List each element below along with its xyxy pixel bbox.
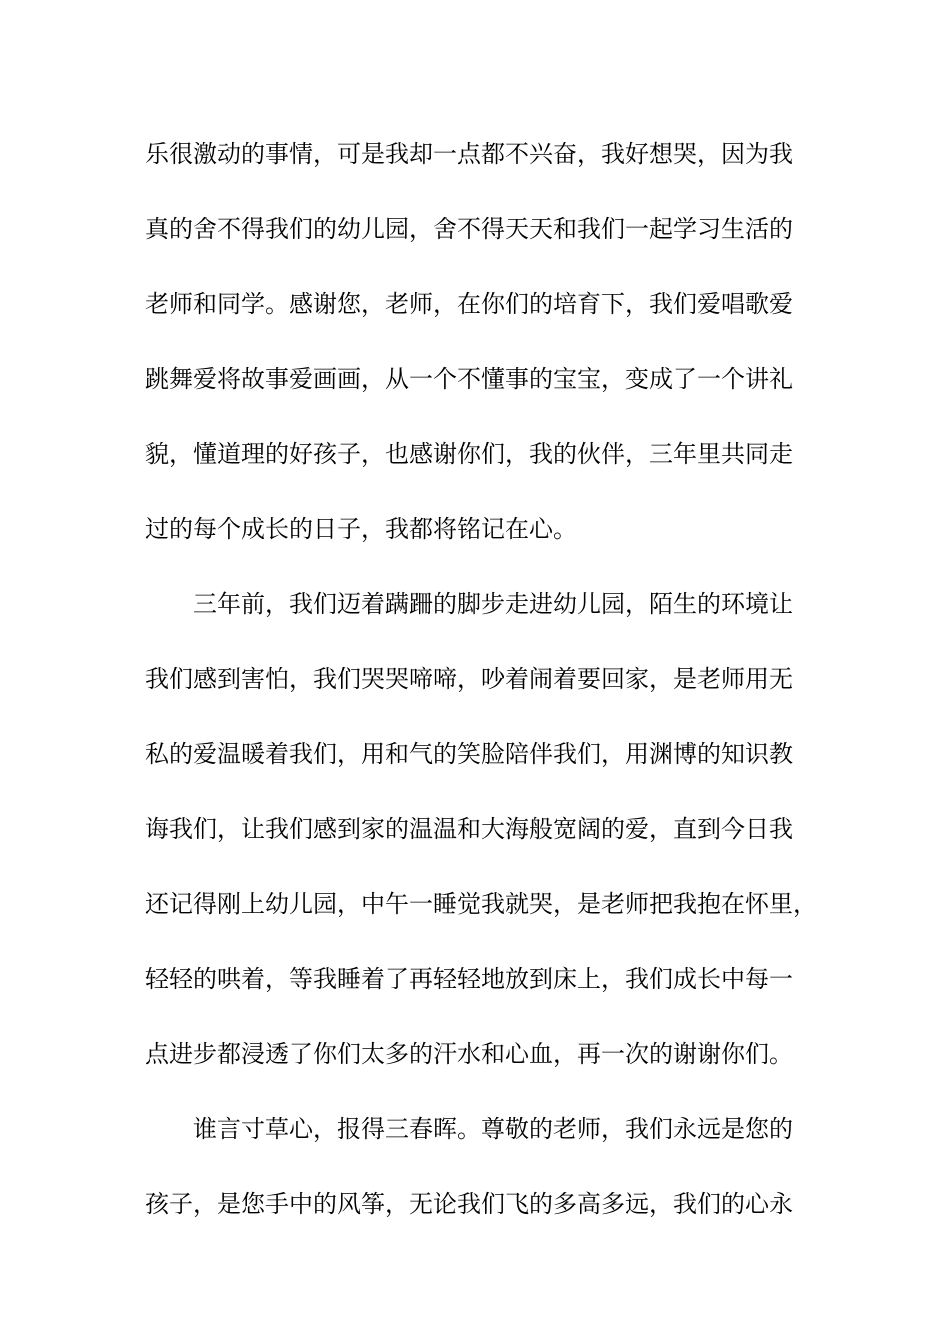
text-line: 诲我们，让我们感到家的温温和大海般宽阔的爱，直到今日我: [145, 815, 793, 843]
text-line: 孩子，是您手中的风筝，无论我们飞的多高多远，我们的心永: [145, 1190, 793, 1218]
text-line: 真的舍不得我们的幼儿园，舍不得天天和我们一起学习生活的: [145, 215, 793, 243]
text-line: 貌，懂道理的好孩子，也感谢你们，我的伙伴，三年里共同走: [145, 440, 793, 468]
text-line: 私的爱温暖着我们，用和气的笑脸陪伴我们，用渊博的知识教: [145, 740, 793, 768]
text-line: 点进步都浸透了你们太多的汗水和心血，再一次的谢谢你们。: [145, 1040, 793, 1068]
text-line: 老师和同学。感谢您，老师，在你们的培育下，我们爱唱歌爱: [145, 290, 793, 318]
text-line: 我们感到害怕，我们哭哭啼啼，吵着闹着要回家，是老师用无: [145, 665, 793, 693]
text-line: 还记得刚上幼儿园，中午一睡觉我就哭，是老师把我抱在怀里，: [145, 890, 817, 918]
text-line: 轻轻的哄着，等我睡着了再轻轻地放到床上，我们成长中每一: [145, 965, 793, 993]
text-line: 跳舞爱将故事爱画画，从一个不懂事的宝宝，变成了一个讲礼: [145, 365, 793, 393]
text-line: 过的每个成长的日子，我都将铭记在心。: [145, 515, 577, 543]
text-line: 乐很激动的事情，可是我却一点都不兴奋，我好想哭，因为我: [145, 140, 793, 168]
paragraph-first-line: 三年前，我们迈着蹒跚的脚步走进幼儿园，陌生的环境让: [193, 590, 793, 618]
paragraph-first-line: 谁言寸草心，报得三春晖。尊敬的老师，我们永远是您的: [193, 1115, 793, 1143]
